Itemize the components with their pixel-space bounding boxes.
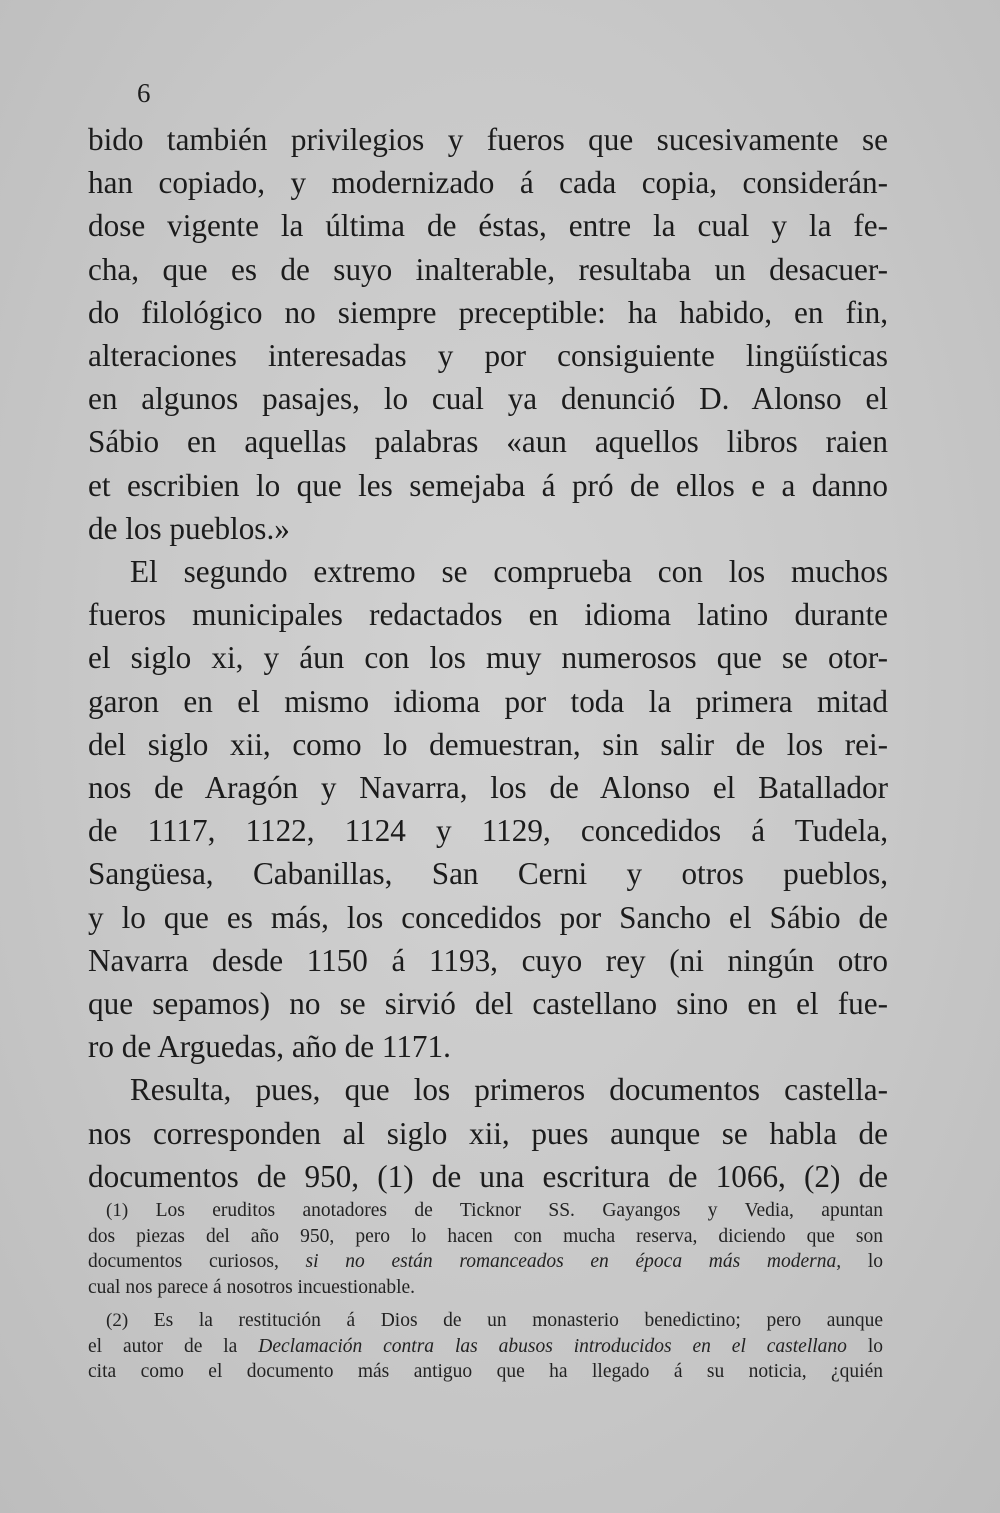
footnote-line xyxy=(88,1334,883,1360)
page-number: 6 xyxy=(137,78,151,108)
text-line: documentos de 950, (1) de una escritura de 1066, (2) de xyxy=(88,1158,888,1194)
footnote-italic-text: Declamación contra las abusos introducidos en el castellano xyxy=(258,1335,847,1357)
text-line: Navarra desde 1150 á 1193, cuyo rey (ni ningún otro xyxy=(88,942,888,978)
text-line: en algunos pasajes, lo cual ya denunció D. Alonso el xyxy=(88,381,888,417)
text-line: cha, que es de suyo inalterable, resultaba un desacuer- xyxy=(88,251,888,287)
footnote-text: lo xyxy=(867,1335,884,1357)
footnote-text: Los eruditos anotadores de Ticknor SS. Gayangos y Vedia, apuntan xyxy=(155,1200,884,1221)
footnote-text: lo xyxy=(867,1251,884,1272)
footnote-line xyxy=(88,1249,883,1275)
footnote-line: cita como el documento más antiguo que ha llegado á su noticia, ¿quién xyxy=(88,1361,883,1382)
text-line: el siglo xi, y áun con los muy numerosos que se otor- xyxy=(88,640,888,676)
body-text xyxy=(88,118,888,1198)
text-line: Resulta, pues, que los primeros documentos castella- xyxy=(130,1072,888,1108)
text-line: Sangüesa, Cabanillas, San Cerni y otros pueblos, xyxy=(88,856,888,892)
footnote-2 xyxy=(88,1308,883,1385)
text-line: ro de Arguedas, año de 1171. xyxy=(88,1029,451,1065)
footnote-text: Es la restitución á Dios de un monasterio benedictino; pero aunque xyxy=(153,1310,884,1331)
text-line: do filológico no siempre preceptible: ha habido, en fin, xyxy=(88,294,888,330)
footnote-text: el autor de la xyxy=(88,1335,238,1357)
text-line: de los pueblos.» xyxy=(88,510,290,546)
footnote-text: documentos curiosos, xyxy=(88,1251,279,1272)
text-line: Sábio en aquellas palabras «aun aquellos libros raien xyxy=(88,424,888,460)
text-line: y lo que es más, los concedidos por Sancho el Sábio de xyxy=(88,899,888,935)
text-line: et escribien lo que les semejaba á pró de ellos e a danno xyxy=(88,467,888,503)
text-line: nos de Aragón y Navarra, los de Alonso el Batallador xyxy=(88,770,888,806)
text-line: El segundo extremo se comprueba con los muchos xyxy=(130,554,888,590)
text-line: garon en el mismo idioma por toda la primera mitad xyxy=(88,683,888,719)
footnote-line: dos piezas del año 950, pero lo hacen con mucha reserva, diciendo que son xyxy=(88,1225,883,1247)
footnote-line xyxy=(88,1308,883,1334)
text-line: alteraciones interesadas y por consiguiente lingüísticas xyxy=(88,338,888,374)
footnote-marker: (2) xyxy=(106,1310,129,1331)
footnotes xyxy=(88,1198,883,1393)
text-line: fueros municipales redactados en idioma latino durante xyxy=(88,597,888,633)
text-line: que sepamos) no se sirvió del castellano sino en el fue- xyxy=(88,986,888,1022)
text-line: dose vigente la última de éstas, entre la cual y la fe- xyxy=(88,208,888,244)
text-line: bido también privilegios y fueros que sucesivamente se xyxy=(88,122,888,157)
text-line: de 1117, 1122, 1124 y 1129, concedidos á Tudela, xyxy=(88,813,888,849)
text-line: han copiado, y modernizado á cada copia, considerán- xyxy=(88,165,888,201)
text-line: del siglo xii, como lo demuestran, sin salir de los rei- xyxy=(88,726,888,762)
footnote-line: cual nos parece á nosotros incuestionable. xyxy=(88,1276,416,1298)
footnote-italic-text: si no están romanceados en época más moderna, xyxy=(305,1251,842,1272)
text-line: nos corresponden al siglo xii, pues aunque se habla de xyxy=(88,1115,888,1151)
footnote-marker: (1) xyxy=(106,1200,129,1221)
footnote-line xyxy=(88,1198,883,1224)
footnote-1 xyxy=(88,1198,883,1300)
